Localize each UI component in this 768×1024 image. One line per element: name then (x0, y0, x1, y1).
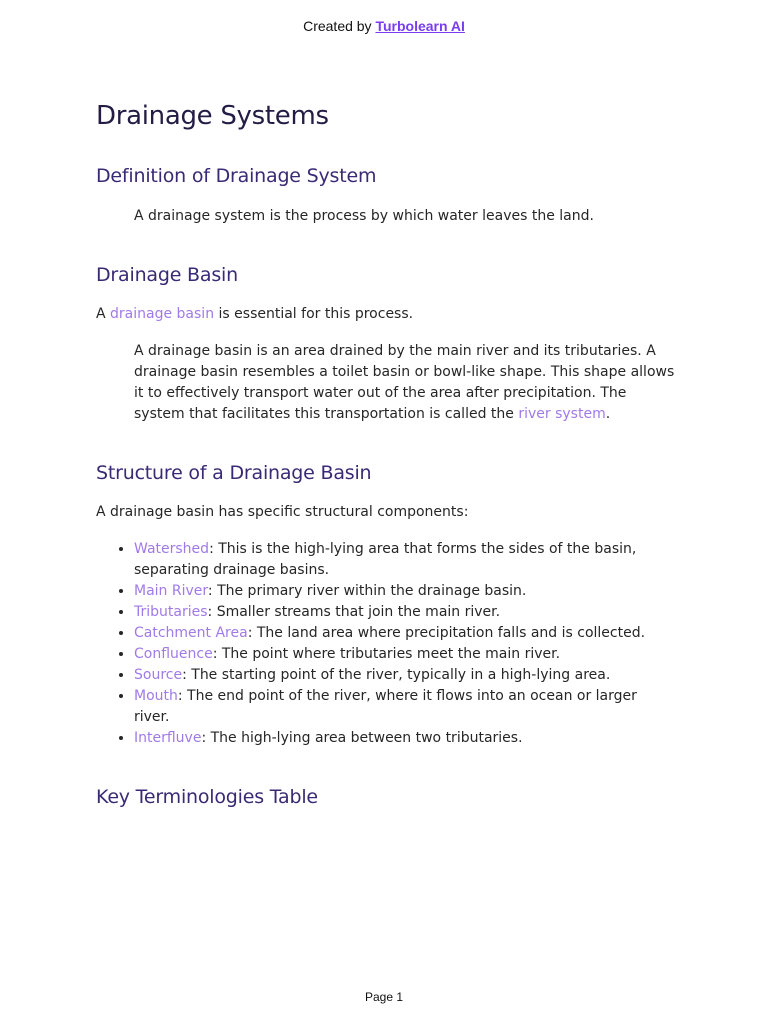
list-item-confluence (134, 644, 676, 665)
page-header (0, 18, 768, 34)
heading-terminology: Key Terminologies Table (96, 786, 318, 808)
structure-list (96, 539, 676, 749)
term-tributaries: Tributaries (134, 604, 208, 620)
term-interfluve: Interfluve (134, 730, 202, 746)
term-confluence: Confluence (134, 646, 213, 662)
basin-quote-text: A drainage basin is an area drained by the main river and its tributaries. A drainage basin resembles a toilet basin or bowl-like shape. This shape allows it to effectively transport water out of the area after precipitation. The system that facilitates this transportation is called the (134, 343, 675, 422)
term-watershed: Watershed (134, 541, 210, 557)
heading-structure: Structure of a Drainage Basin (96, 462, 372, 484)
list-item-watershed (134, 539, 676, 581)
desc-source: : The starting point of the river, typically in a high-lying area. (182, 667, 611, 683)
heading-drainage-basin: Drainage Basin (96, 264, 238, 286)
term-drainage-basin: drainage basin (110, 306, 215, 322)
basin-quote-end: . (605, 406, 611, 422)
list-item-source (134, 665, 676, 686)
desc-main-river: : The primary river within the drainage basin. (207, 583, 527, 599)
list-item-mouth (134, 686, 676, 728)
term-mouth: Mouth (134, 688, 178, 704)
list-item-catchment-area (134, 623, 676, 644)
basin-intro-after: is essential for this process. (218, 306, 414, 322)
list-item-interfluve (134, 728, 676, 749)
definition-text: A drainage system is the process by which water leaves the land. (134, 208, 594, 224)
basin-quote (134, 341, 676, 425)
basin-intro (96, 304, 676, 325)
list-item-tributaries (134, 602, 676, 623)
header-prefix: Created by (303, 18, 372, 34)
term-catchment-area: Catchment Area (134, 625, 248, 641)
term-source: Source (134, 667, 183, 683)
term-main-river: Main River (134, 583, 208, 599)
desc-confluence: : The point where tributaries meet the main river. (212, 646, 561, 662)
desc-tributaries: : Smaller streams that join the main river. (207, 604, 501, 620)
desc-interfluve: : The high-lying area between two tributaries. (201, 730, 523, 746)
basin-intro-before: A (96, 306, 106, 322)
desc-watershed: : This is the high-lying area that forms the sides of the basin, separating drainage basins. (134, 541, 637, 578)
desc-catchment-area: : The land area where precipitation falls and is collected. (247, 625, 646, 641)
term-river-system: river system (518, 406, 606, 422)
list-item-main-river (134, 581, 676, 602)
page-title: Drainage Systems (96, 101, 329, 131)
desc-mouth: : The end point of the river, where it flows into an ocean or larger river. (134, 688, 637, 725)
structure-intro: A drainage basin has specific structural components: (96, 504, 469, 520)
brand-link[interactable]: Turbolearn AI (375, 18, 465, 34)
document-content (96, 96, 676, 811)
heading-definition: Definition of Drainage System (96, 165, 377, 187)
page-number: Page 1 (364, 990, 404, 1004)
